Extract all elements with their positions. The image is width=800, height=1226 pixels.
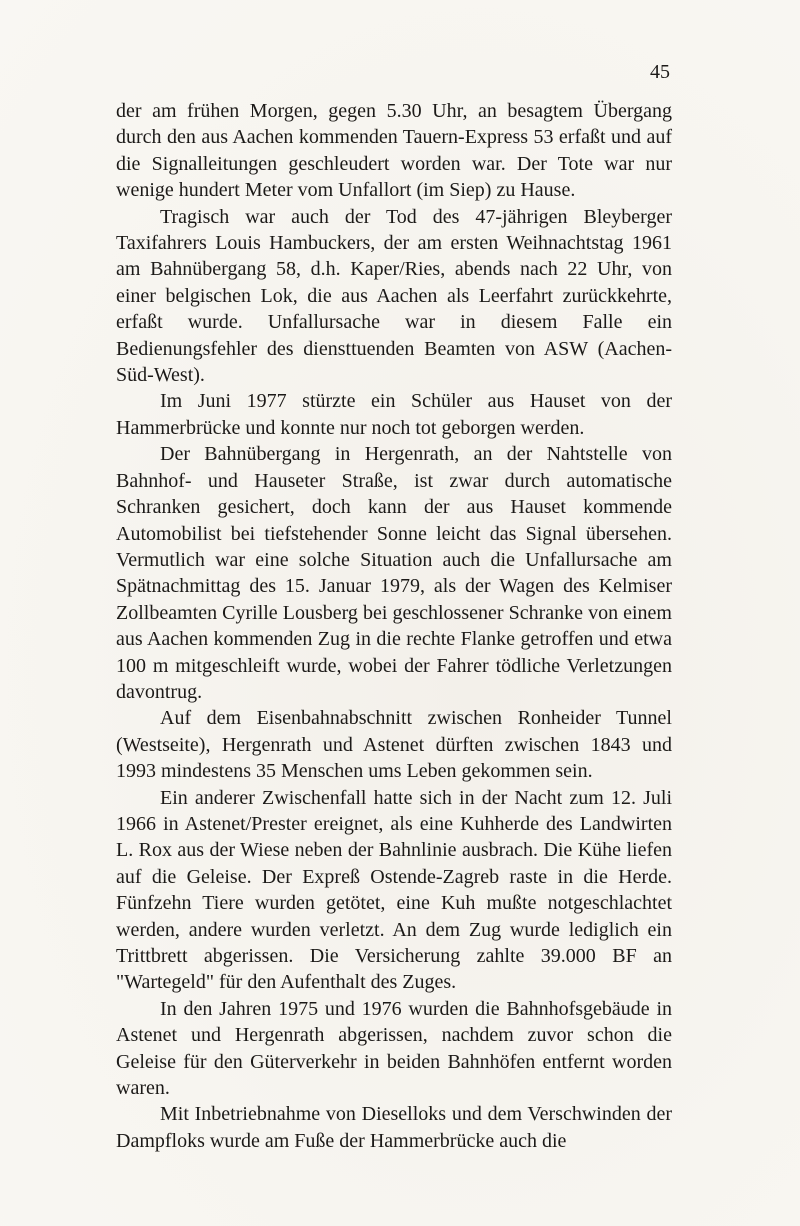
page-number: 45 bbox=[650, 61, 670, 83]
paragraph: Auf dem Eisenbahnabschnitt zwischen Ronheider Tunnel (Westseite), Hergenrath und Astenet dürften zwischen 1843 und 1993 mindestens 35 Menschen ums Leben gekommen sein. bbox=[116, 707, 672, 783]
paragraph: In den Jahren 1975 und 1976 wurden die Bahnhofsgebäude in Astenet und Hergenrath abgerissen, nachdem zuvor schon die Geleise für den Güterverkehr in beiden Bahnhöfen entfernt worden waren. bbox=[116, 997, 672, 1100]
paragraph: Mit Inbetriebnahme von Dieselloks und dem Verschwinden der Dampfloks wurde am Fuße der Hammerbrücke auch die bbox=[116, 1103, 672, 1152]
paragraph: Ein anderer Zwischenfall hatte sich in der Nacht zum 12. Juli 1966 in Astenet/Prester ereignet, als eine Kuhherde des Landwirten L. Rox aus der Wiese neben der Bahnlinie ausbrach. Die Kühe liefen auf die Geleise. Der Expreß Ostende-Zagreb raste in die Herde. Fünfzehn Tiere wurden getötet, eine Kuh mußte notgeschlachtet werden, andere wurden verletzt. An dem Zug wurde lediglich ein Trittbrett abgerissen. Die Versicherung zahlte 39.000 BF an "Wartegeld" für den Aufenthalt des Zuges. bbox=[116, 786, 672, 994]
paragraph: Im Juni 1977 stürzte ein Schüler aus Hauset von der Hammerbrücke und konnte nur noch tot geborgen werden. bbox=[116, 390, 672, 439]
paragraph: Der Bahnübergang in Hergenrath, an der Nahtstelle von Bahnhof- und Hauseter Straße, ist zwar durch automatische Schranken gesichert, doch kann der aus Hauset kommende Automobilist bei tiefstehender Sonne leicht das Signal übersehen. Vermutlich war eine solche Situation auch die Unfallursache am Spätnachmittag des 15. Januar 1979, als der Wagen des Kelmiser Zollbeamten Cyrille Lousberg bei geschlossener Schranke von einem aus Aachen kommenden Zug in die rechte Flanke getroffen und etwa 100 m mitgeschleift wurde, wobei der Fahrer tödliche Verletzungen davontrug. bbox=[116, 443, 672, 703]
paragraph: der am frühen Morgen, gegen 5.30 Uhr, an besagtem Übergang durch den aus Aachen kommenden Tauern-Express 53 erfaßt und auf die Signalleitungen geschleudert worden war. Der Tote war nur wenige hundert Meter vom Unfallort (im Siep) zu Hause. bbox=[116, 100, 672, 202]
body-text bbox=[116, 98, 672, 1154]
paragraph: Tragisch war auch der Tod des 47-jährigen Bleyberger Taxifahrers Louis Hambuckers, der am ersten Weihnachtstag 1961 am Bahnübergang 58, d.h. Kaper/Ries, abends nach 22 Uhr, von einer belgischen Lok, die aus Aachen als Leerfahrt zurückkehrte, erfaßt wurde. Unfallursache war in diesem Falle ein Bedienungsfehler des diensttuenden Beamten von ASW (Aachen-Süd-West). bbox=[116, 205, 672, 387]
